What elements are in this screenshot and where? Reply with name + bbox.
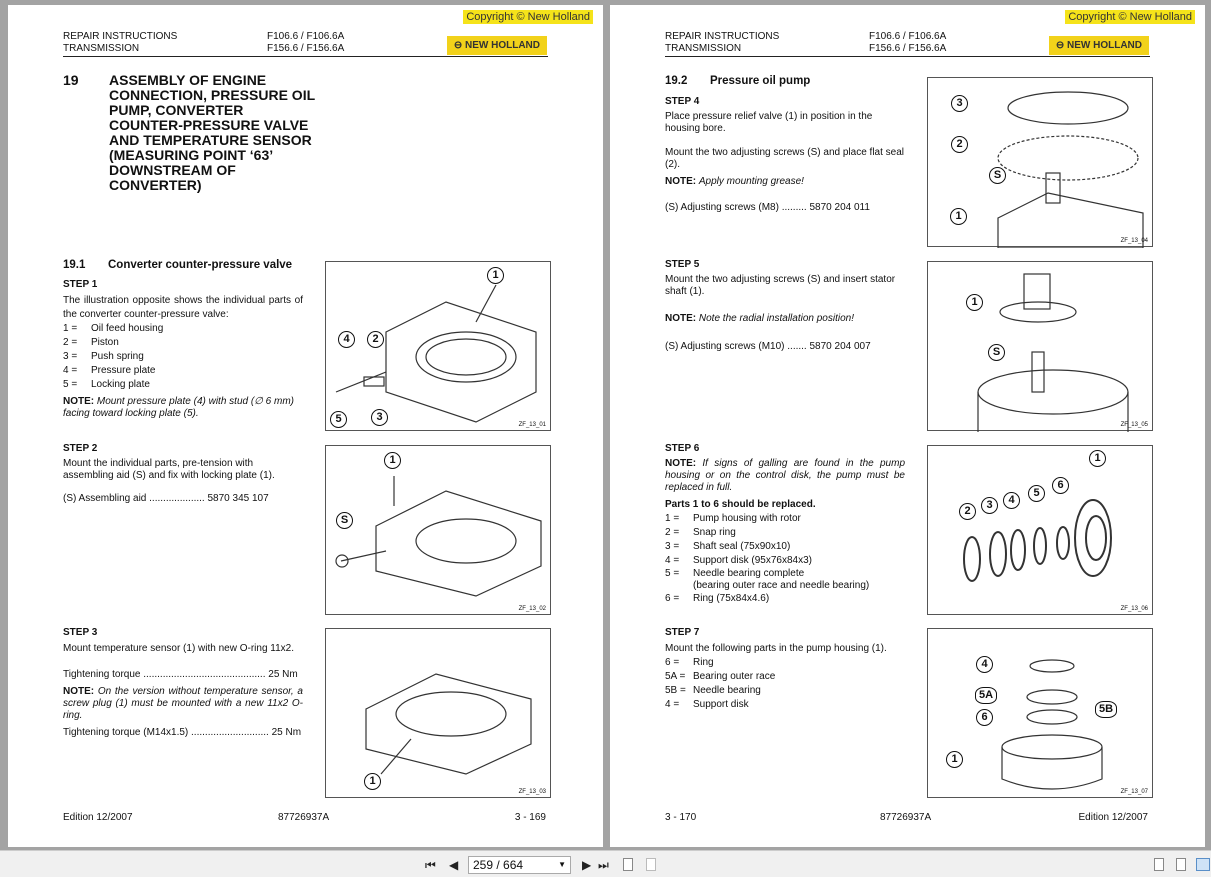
- callout: 5A: [975, 687, 997, 704]
- step-text: Mount temperature sensor (1) with new O-ring 11x2.: [63, 643, 295, 654]
- callout: 2: [959, 503, 976, 520]
- fit-page-icon[interactable]: [623, 858, 633, 871]
- last-page-icon[interactable]: ⏭: [598, 858, 609, 872]
- callout: 1: [1089, 450, 1106, 467]
- callout: 4: [338, 331, 355, 348]
- page-left: [8, 5, 603, 847]
- figure-id: ZF_13_05: [1120, 422, 1148, 428]
- new-holland-logo: ⊖ NEW HOLLAND: [447, 36, 547, 55]
- copyright-label: Copyright © New Holland: [1065, 10, 1195, 24]
- header-model2: F156.6 / F156.6A: [267, 43, 345, 54]
- page-right: [610, 5, 1205, 847]
- note-text: Note the radial installation position!: [698, 313, 854, 324]
- parts-title: Parts 1 to 6 should be replaced.: [665, 499, 816, 510]
- step1: STEP 1 The illustration opposite shows the individual parts of the converter counter-pressure valve: 1 = Oil feed housing 2 = Piston 3 = Push spring 4 = Pressure plate 5 = Locking plate NOTE: Mount pressure plate (4) with stud (∅ 6 mm) facing toward locking plate (5).: [63, 279, 303, 419]
- callout: 1: [364, 773, 381, 790]
- continuous-view-icon[interactable]: [1176, 858, 1186, 871]
- callout: 1: [384, 452, 401, 469]
- step-title: STEP 7: [665, 627, 700, 638]
- callout: 1: [966, 294, 983, 311]
- viewer-toolbar: [0, 850, 1211, 877]
- header-model1: F106.6 / F106.6A: [869, 31, 947, 42]
- tool-spec: (S) Adjusting screws (M10) ....... 5870 204 007: [665, 341, 871, 352]
- page-number-select[interactable]: 259 / 664 ▼: [468, 856, 571, 874]
- step-title: STEP 1: [63, 279, 98, 290]
- note-text: Mount pressure plate (4) with stud (∅ 6 mm) facing toward locking plate (5).: [63, 396, 294, 419]
- parts-list: 1 = Pump housing with rotor 2 = Snap ring 3 = Shaft seal (75x90x10) 4 = Support disk (95x76x84x3) 5 = Needle bearing complete (bearing outer race and needle bearing) 6 = Ring (75x84x4.6): [665, 513, 870, 604]
- first-page-icon[interactable]: ⏮: [425, 858, 436, 872]
- header-model2: F156.6 / F156.6A: [869, 43, 947, 54]
- step-text: Place pressure relief valve (1) in position in the housing bore.: [665, 111, 873, 134]
- step-text: Mount the two adjusting screws (S) and insert stator shaft (1).: [665, 274, 896, 297]
- step-title: STEP 3: [63, 627, 98, 638]
- figure-id: ZF_13_06: [1120, 606, 1148, 612]
- fit-width-icon[interactable]: [646, 858, 656, 871]
- two-page-view-icon[interactable]: [1196, 858, 1210, 871]
- figure-id: ZF_13_07: [1120, 789, 1148, 795]
- step3: STEP 3 Mount temperature sensor (1) with new O-ring 11x2. Tightening torque ............................................ 25 Nm NOTE: On the version without temperature sensor, a screw plug (1) must be mounted with a new 11x2 O-ring. Tightening torque (M14x1.5) ............................ 25 Nm: [63, 627, 303, 738]
- figure-id: ZF_13_01: [518, 422, 546, 428]
- callout: 5: [1028, 485, 1045, 502]
- figure-id: ZF_13_04: [1120, 238, 1148, 244]
- step-text: Mount the two adjusting screws (S) and place flat seal (2).: [665, 147, 905, 170]
- step5: STEP 5 Mount the two adjusting screws (S) and insert stator shaft (1). NOTE: Note the radial installation position! (S) Adjusting screws (M10) ....... 5870 204 007: [665, 258, 905, 354]
- step7: [665, 626, 887, 712]
- header-divider: [63, 56, 548, 57]
- note-text: On the version without temperature sensor, a screw plug (1) must be mounted with a new 11x2 O-ring.: [63, 686, 303, 721]
- header-model1: F106.6 / F106.6A: [267, 31, 345, 42]
- callout: 6: [1052, 477, 1069, 494]
- new-holland-logo: ⊖ NEW HOLLAND: [1049, 36, 1149, 55]
- step-text: Mount the following parts in the pump housing (1).: [665, 643, 887, 654]
- figure-zf-13-02: [325, 445, 551, 615]
- next-page-icon[interactable]: ▶: [582, 858, 592, 872]
- section-heading: 19.1 Converter counter-pressure valve: [63, 259, 293, 271]
- callout: 3: [981, 497, 998, 514]
- parts-list: 1 = Oil feed housing 2 = Piston 3 = Push spring 4 = Pressure plate 5 = Locking plate: [63, 323, 164, 390]
- header-line1: REPAIR INSTRUCTIONS: [665, 31, 780, 42]
- chapter-title-text: ASSEMBLY OF ENGINE CONNECTION, PRESSURE OIL PUMP, CONVERTER COUNTER-PRESSURE VALVE AND TEMPERATURE SENSOR (MEASURING POINT ‘63’ DOWNSTREAM OF CONVERTER): [109, 72, 315, 193]
- callout: 4: [976, 656, 993, 673]
- chapter-number: 19: [63, 72, 79, 88]
- note-text: If signs of galling are found in the pump housing or on the control disk, the pump must be replaced in full.: [665, 458, 906, 493]
- footer-page-number: 3 - 170: [665, 812, 697, 823]
- note-text: Apply mounting grease!: [698, 176, 804, 187]
- figure-zf-13-06: [927, 445, 1153, 615]
- figure-zf-13-03: [325, 628, 551, 798]
- parts-list: 6 = Ring 5A = Bearing outer race 5B = Needle bearing 4 = Support disk: [665, 657, 776, 710]
- footer-doc-number: 87726937A: [278, 812, 330, 823]
- step-title: STEP 6: [665, 443, 700, 454]
- figure-zf-13-05: [927, 261, 1153, 431]
- step6: STEP 6 NOTE: If signs of galling are found in the pump housing or on the control disk, the pump must be replaced in full. Parts 1 to 6 should be replaced. 1 = Pump housing with rotor 2 = Snap ring 3 = Shaft seal (75x90x10) 4 = Support disk (95x76x84x3) 5 = Needle bearing complete (bearing outer race and needle bearing) 6 = Ring (75x84x4.6): [665, 443, 906, 604]
- step4: STEP 4 Place pressure relief valve (1) in position in the housing bore. Mount the two adjusting screws (S) and place flat seal (2). NOTE: Apply mounting grease! (S) Adjusting screws (M8) ......... 5870 204 011: [665, 96, 905, 213]
- step-text: Mount the individual parts, pre-tension with assembling aid (S) and fix with locking plate (1).: [63, 458, 275, 481]
- footer-doc-number: 87726937A: [880, 812, 932, 823]
- callout: S: [988, 344, 1005, 361]
- figure-zf-13-07: [927, 628, 1153, 798]
- figure-zf-13-04: [927, 77, 1153, 247]
- header-line2: TRANSMISSION: [63, 43, 140, 54]
- header-divider: [665, 56, 1150, 57]
- footer-edition: Edition 12/2007: [63, 812, 133, 823]
- tool-spec: (S) Assembling aid .................... 5870 345 107: [63, 493, 269, 504]
- callout: S: [989, 167, 1006, 184]
- figure-id: ZF_13_02: [518, 606, 546, 612]
- torque-spec: Tightening torque ............................................ 25 Nm: [63, 669, 298, 680]
- single-page-view-icon[interactable]: [1154, 858, 1164, 871]
- callout: 1: [487, 267, 504, 284]
- callout: 4: [1003, 492, 1020, 509]
- callout: 6: [976, 709, 993, 726]
- dropdown-arrow-icon: ▼: [558, 860, 566, 869]
- callout: 1: [950, 208, 967, 225]
- footer-edition: Edition 12/2007: [1078, 812, 1148, 823]
- step-title: STEP 5: [665, 259, 700, 270]
- step-title: STEP 4: [665, 96, 700, 107]
- step2: [63, 442, 303, 506]
- step-text: The illustration opposite shows the individual parts of the converter counter-pressure valve:: [63, 295, 303, 320]
- callout: 1: [946, 751, 963, 768]
- section-heading: 19.2 Pressure oil pump: [665, 75, 811, 87]
- callout: S: [336, 512, 353, 529]
- callout: 5: [330, 411, 347, 428]
- header-line2: TRANSMISSION: [665, 43, 742, 54]
- callout: 3: [951, 95, 968, 112]
- tool-spec: (S) Adjusting screws (M8) ......... 5870 204 011: [665, 202, 870, 213]
- callout: 3: [371, 409, 388, 426]
- previous-page-icon[interactable]: ◀: [449, 858, 459, 872]
- figure-id: ZF_13_03: [518, 789, 546, 795]
- callout: 5B: [1095, 701, 1117, 718]
- torque-spec: Tightening torque (M14x1.5) ............................ 25 Nm: [63, 727, 302, 738]
- callout: 2: [367, 331, 384, 348]
- header-line1: REPAIR INSTRUCTIONS: [63, 31, 178, 42]
- footer-page-number: 3 - 169: [514, 812, 546, 823]
- step-title: STEP 2: [63, 443, 98, 454]
- callout: 2: [951, 136, 968, 153]
- figure-zf-13-01: [325, 261, 551, 431]
- copyright-label: Copyright © New Holland: [463, 10, 593, 24]
